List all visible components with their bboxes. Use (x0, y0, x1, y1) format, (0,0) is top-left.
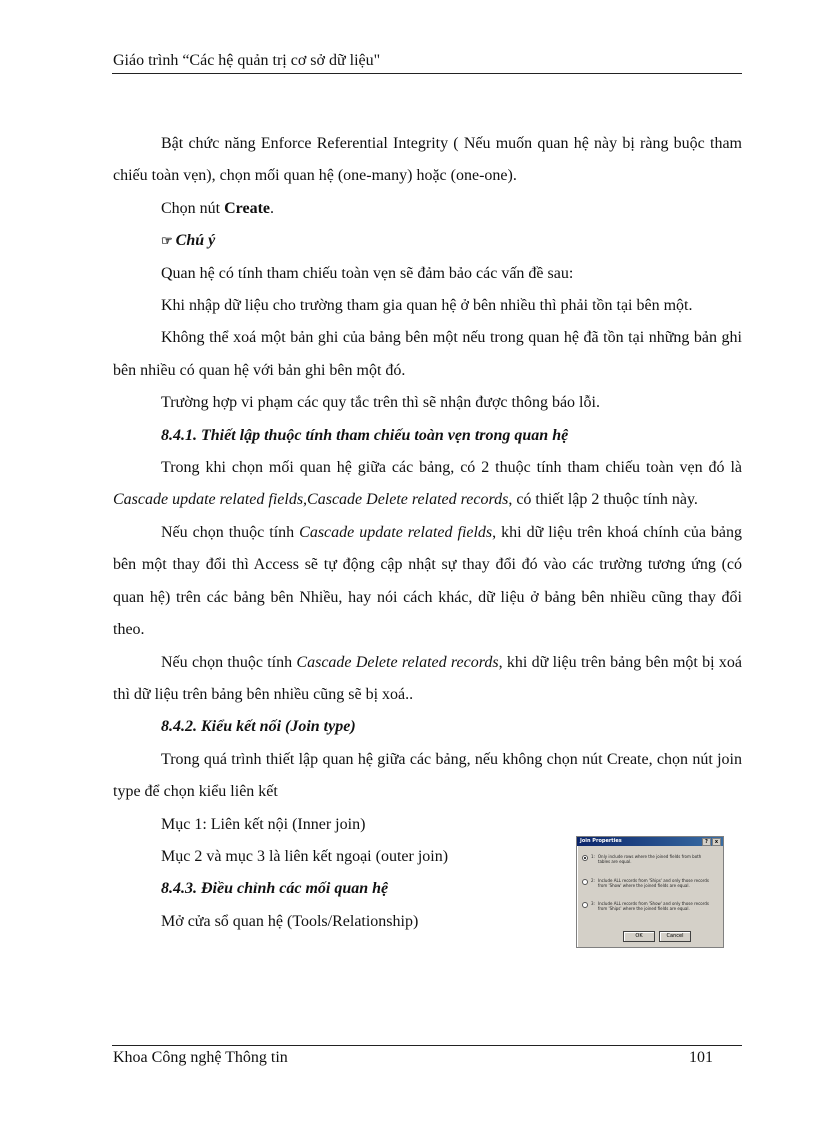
italic-span: Cascade update related fields,Cascade Delete related records (113, 491, 509, 509)
text-span: , có thiết lập 2 thuộc tính này. (508, 491, 698, 509)
footer-rule (112, 1045, 742, 1046)
option-text: Include ALL records from 'Ships' and only those records from 'Show' where the joined fields are equal. (597, 878, 709, 888)
paragraph-enforce-integrity: Bật chức năng Enforce Referential Integrity ( Nếu muốn quan hệ này bị ràng buộc tham chiếu toàn vẹn), chọn mối quan hệ (one-many) hoặc (one-one). (113, 135, 742, 185)
join-option-3 (582, 901, 712, 911)
paragraph-outer-join: Mục 2 và mục 3 là liên kết ngoại (outer join) (161, 847, 449, 865)
dialog-ok-button: OK (623, 931, 655, 942)
option-number: 1: (591, 854, 595, 859)
italic-span: Cascade Delete related records (296, 653, 499, 671)
page-number: 101 (689, 1049, 713, 1066)
note-line: Trường hợp vi phạm các quy tắc trên thì sẽ nhận được thông báo lỗi. (161, 394, 600, 412)
section-heading-8-4-1: 8.4.1. Thiết lập thuộc tính tham chiếu toàn vẹn trong quan hệ (161, 426, 569, 444)
note-heading (113, 225, 742, 257)
note-line: Không thể xoá một bản ghi của bảng bên một nếu trong quan hệ đã tồn tại những bản ghi bên nhiều có quan hệ với bản ghi bên một đó. (113, 329, 742, 379)
text-span: Nếu chọn thuộc tính (161, 653, 297, 671)
dialog-title: Join Properties (580, 838, 622, 844)
italic-span: Cascade update related fields (299, 523, 493, 541)
paragraph-open-relationship: Mở cửa sổ quan hệ (Tools/Relationship) (161, 912, 419, 930)
option-text: Only include rows where the joined fields from both tables are equal. (597, 854, 702, 864)
paragraph-cascade-update (113, 517, 742, 647)
join-option-2 (582, 878, 712, 888)
dialog-cancel-button: Cancel (659, 931, 691, 942)
radio-selected-icon (582, 855, 588, 861)
join-properties-dialog-image (576, 836, 724, 948)
close-icon: x (712, 838, 721, 846)
text-span: Nếu chọn thuộc tính (161, 523, 300, 541)
option-text: Include ALL records from 'Show' and only those records from 'Ships' where the joined fields are equal. (597, 901, 709, 911)
dialog-title-bar (577, 837, 723, 846)
paragraph-join-type: Trong quá trình thiết lập quan hệ giữa các bảng, nếu không chọn nút Create, chọn nút join type để chọn kiểu liên kết (113, 750, 742, 801)
join-option-1 (582, 854, 712, 864)
option-number: 3: (591, 901, 595, 906)
text-span: Trong khi chọn mối quan hệ giữa các bảng, có 2 thuộc tính tham chiếu toàn vẹn đó là (161, 459, 742, 477)
create-bold: Create (224, 199, 271, 217)
text-span: Chọn nút (161, 199, 225, 217)
paragraph-create (113, 193, 742, 225)
pointing-hand-icon: ☞ (161, 233, 173, 249)
section-heading-8-4-2: 8.4.2. Kiểu kết nối (Join type) (161, 718, 356, 736)
page-header-title: Giáo trình “Các hệ quản trị cơ sở dữ liệu" (113, 52, 381, 69)
footer-department: Khoa Công nghệ Thông tin (113, 1049, 288, 1066)
text-span: , khi dữ liệu trên bảng bên một bị xoá thì dữ liệu trên bảng bên nhiều cũng sẽ bị xoá.. (113, 653, 743, 703)
option-number: 2: (591, 878, 595, 883)
paragraph-cascade-delete (113, 647, 742, 712)
paragraph-cascade-intro (113, 452, 742, 517)
radio-icon (582, 902, 588, 908)
page-body (113, 128, 742, 938)
text-span: , khi dữ liệu trên khoá chính của bảng bên một thay đổi thì Access sẽ tự động cập nhật sự thay đổi đó vào các trường tương ứng (có quan hệ) trên các bảng bên Nhiều, hay nói cách khác, dữ liệu ở bảng bên nhiều cũng thay đổi theo. (113, 523, 743, 639)
radio-icon (582, 879, 588, 885)
note-line: Khi nhập dữ liệu cho trường tham gia quan hệ ở bên nhiều thì phải tồn tại bên một. (161, 297, 693, 315)
paragraph-inner-join: Mục 1: Liên kết nội (Inner join) (161, 815, 366, 833)
help-icon: ? (702, 838, 711, 846)
note-line: Quan hệ có tính tham chiếu toàn vẹn sẽ đảm bảo các vấn đề sau: (161, 264, 574, 282)
section-heading-8-4-3: 8.4.3. Điều chỉnh các mối quan hệ (161, 880, 389, 898)
header-rule (112, 73, 742, 74)
text-span: . (270, 199, 275, 217)
note-label: Chú ý (175, 232, 216, 250)
